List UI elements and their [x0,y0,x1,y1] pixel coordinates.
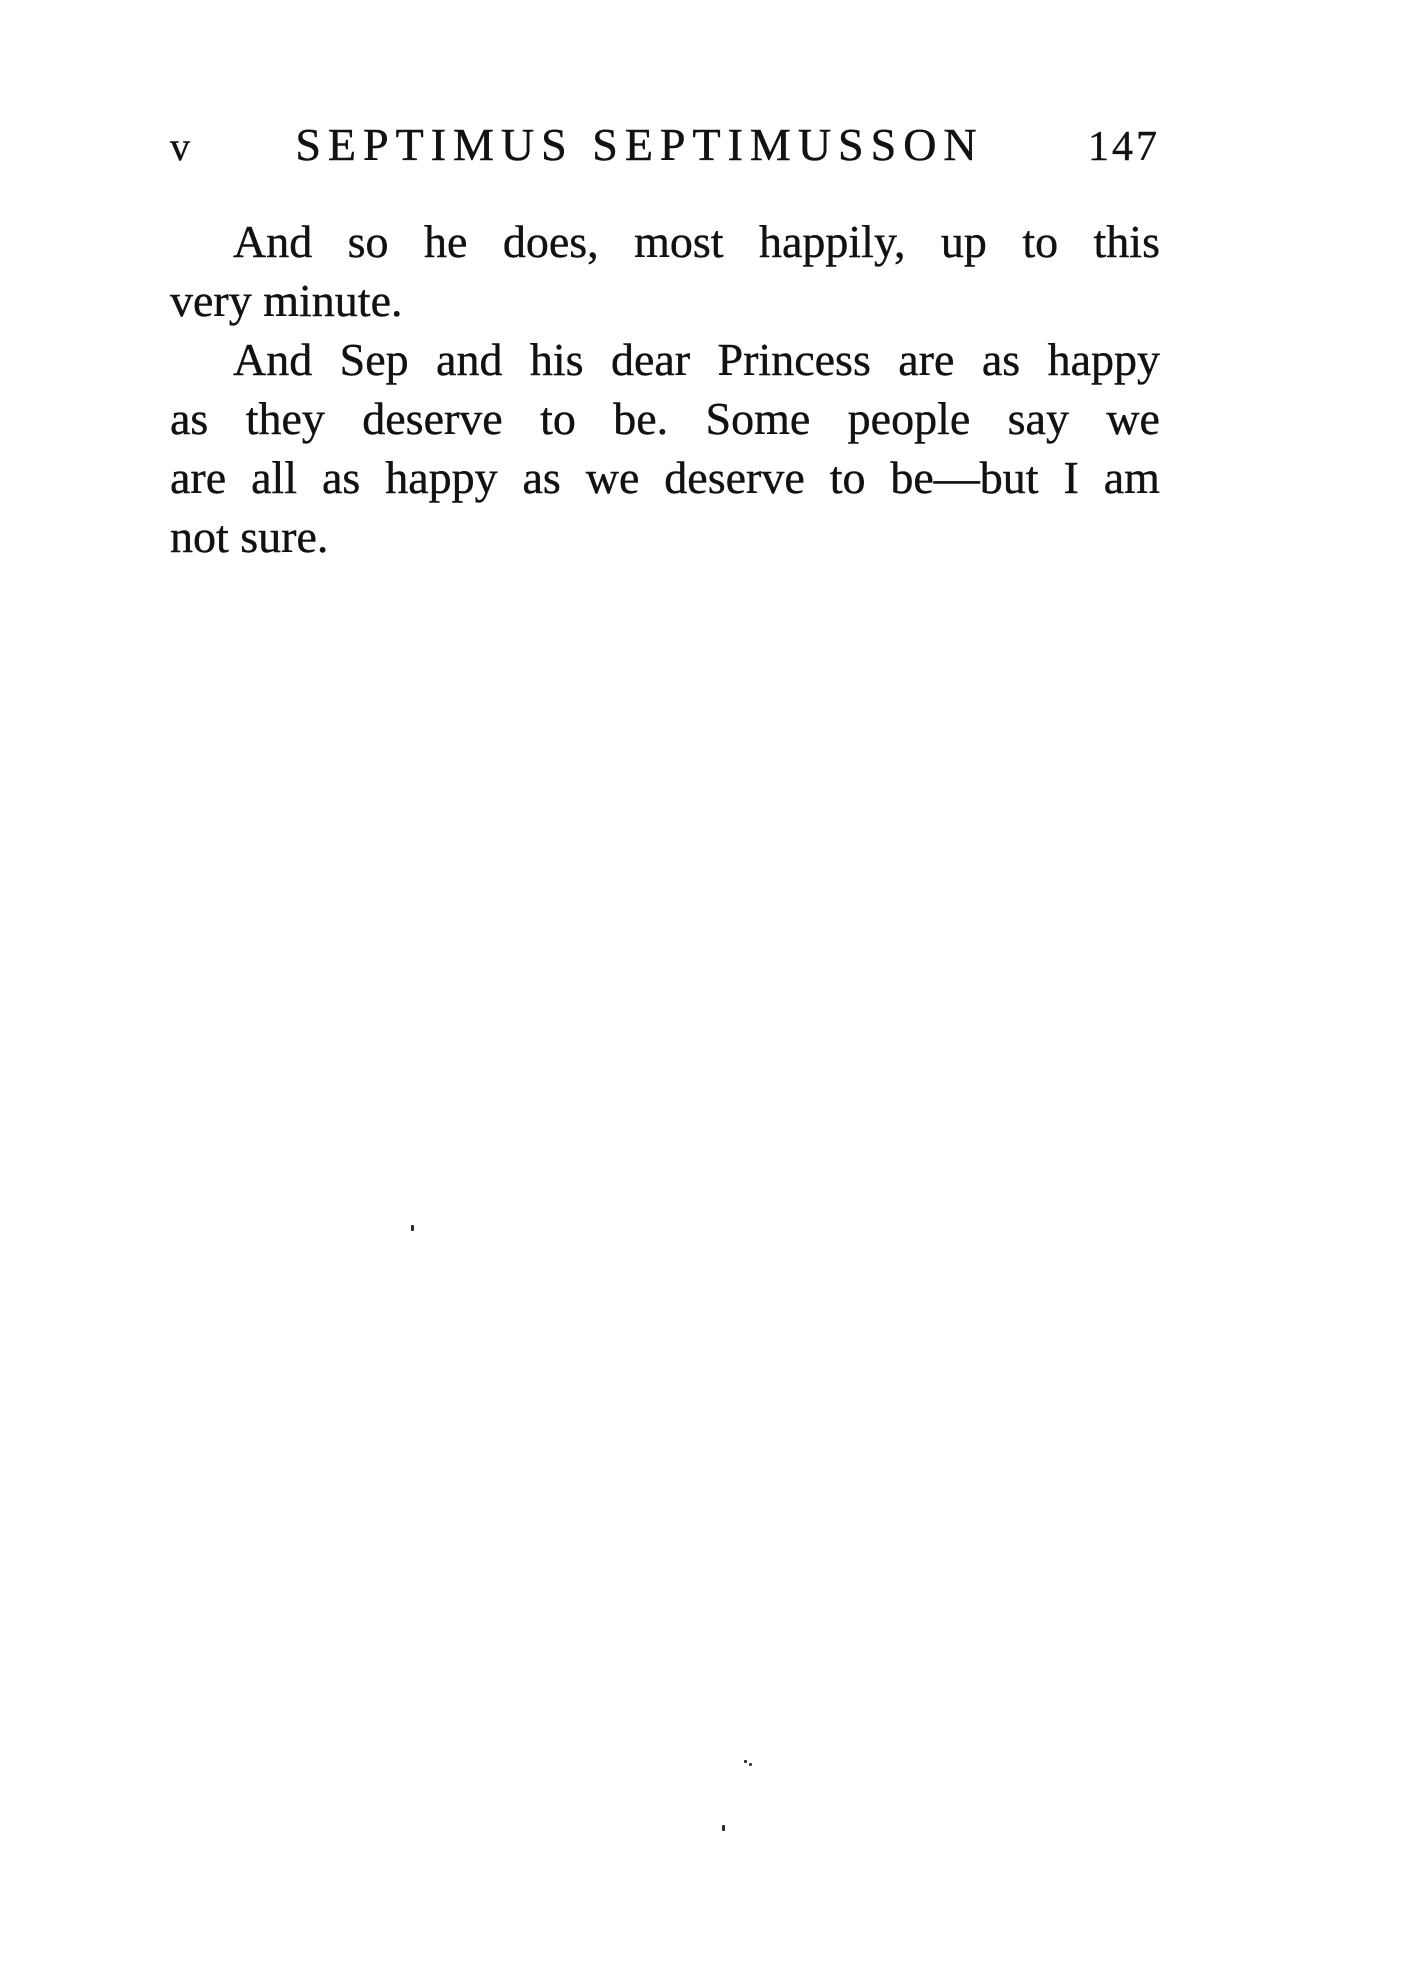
scan-speck [722,1825,725,1831]
page-number: 147 [1087,124,1160,170]
text-line: as they deserve to be. Some people say we [170,393,1160,444]
text-line: And so he does, most happily, up to this [233,216,1160,267]
scan-speck [411,1225,414,1231]
chapter-marker: v [170,124,191,169]
text-line: not sure. [170,511,329,562]
scan-speck [744,1760,747,1763]
text-line: And Sep and his dear Princess are as happy [233,334,1160,385]
paragraph-2 [170,330,1160,566]
body-text [170,212,1160,566]
running-header [170,118,1160,171]
paragraph-1 [170,212,1160,330]
running-title: SEPTIMUS SEPTIMUSSON [295,119,984,170]
text-line: are all as happy as we deserve to be—but I am [170,452,1160,503]
text-line: very minute. [170,275,403,326]
